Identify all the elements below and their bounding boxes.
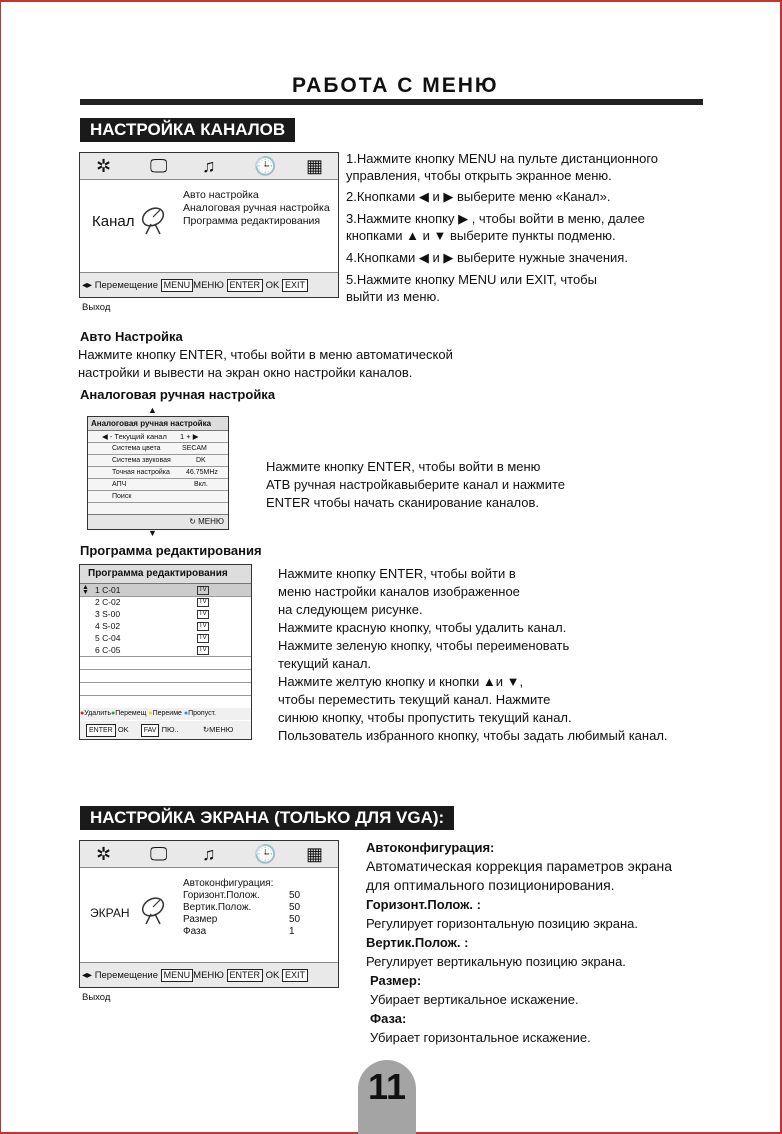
item-name: Размер [183, 914, 218, 925]
osd-menu-item[interactable]: Программа редактирования [183, 215, 321, 227]
return-icon: ↻ [189, 517, 196, 526]
screen-desc [366, 838, 672, 1047]
desc-text: Убирает горизонтальное искажение. [370, 1030, 591, 1045]
edit-desc-line: Нажмите зеленую кнопку, чтобы переименовать [278, 638, 570, 653]
music-icon: ♫ [202, 844, 216, 864]
exit-label: Выход [82, 992, 111, 1003]
program-edit-heading: Программа редактирования [80, 543, 262, 558]
up-arrow-icon: ▲ [148, 405, 157, 415]
ok-label: OK [265, 970, 280, 981]
screen-menu-item[interactable] [183, 902, 333, 914]
move-arrows-icon: ◂▸ [82, 280, 93, 291]
osd-content [80, 868, 338, 963]
page-title: РАБОТА С МЕНЮ [292, 74, 499, 97]
desc-title: Фаза: [370, 1011, 407, 1026]
row-value: 46.75MHz [186, 469, 218, 476]
row-value: 1 + ▶ [180, 432, 199, 441]
menu-label: МЕНЮ [209, 725, 234, 734]
title-rule [80, 99, 703, 105]
page-border-top [0, 0, 782, 2]
enter-key[interactable]: ENTER [86, 724, 116, 737]
item-name: Автоконфигурация: [183, 878, 274, 889]
tv-tag: TV [199, 647, 207, 653]
panel-footer [88, 514, 228, 529]
clock-icon: 🕒 [254, 844, 277, 864]
legend-move: Перемещ [115, 710, 147, 717]
osd-screen-label: ЭКРАН [90, 906, 130, 920]
down-arrow-icon: ▼ [148, 528, 157, 538]
osd-channel-label: Канал [92, 213, 135, 230]
section-header-screen: НАСТРОЙКА ЭКРАНА (ТОЛЬКО ДЛЯ VGA): [80, 806, 454, 830]
step-line: 3.Нажмите кнопку ▶ , чтобы войти в меню, далее [346, 211, 645, 226]
osd-content [80, 180, 338, 273]
item-name: Фаза [183, 926, 207, 937]
grid-icon: ▦ [306, 156, 324, 176]
step-line: 1.Нажмите кнопку MENU на пульте дистанционного [346, 151, 659, 166]
color-legend [80, 708, 251, 720]
move-label: Перемещение [94, 970, 159, 981]
edit-desc-line: на следующем рисунке. [278, 602, 423, 617]
desc-title: Размер: [370, 973, 422, 988]
menu-label: МЕНЮ [193, 970, 224, 981]
auto-tuning-text [78, 346, 453, 382]
auto-tuning-line: Нажмите кнопку ENTER, чтобы войти в меню автоматической [78, 347, 453, 362]
edit-desc-line: текущий канал. [278, 656, 372, 671]
panel-title: Аналоговая ручная настройка [88, 417, 228, 431]
screen-menu-item[interactable] [183, 914, 333, 926]
screen-menu-item[interactable] [183, 890, 333, 902]
ok-label: OK [117, 725, 129, 734]
panel-menu-label: МЕНЮ [198, 517, 224, 526]
grid-icon: ▦ [306, 844, 324, 864]
analog-tuning-heading: Аналоговая ручная настройка [80, 387, 276, 402]
osd-footer [80, 275, 338, 313]
program-row-name: 1 C-01 [95, 585, 121, 595]
gear-icon: ✲ [96, 844, 112, 864]
desc-title: Автоконфигурация: [366, 840, 495, 855]
desc-text: Регулирует горизонтальную позицию экрана. [366, 916, 638, 931]
desc-text: Регулирует вертикальную позицию экрана. [366, 954, 626, 969]
yellow-dot-icon: ● [148, 710, 153, 717]
row-value: DK [196, 457, 206, 464]
analog-row[interactable] [88, 456, 228, 467]
move-arrows-icon: ◂▸ [82, 970, 93, 981]
osd-menu-item[interactable]: Аналоговая ручная настройка [183, 202, 330, 214]
screen-menu-item[interactable] [183, 926, 333, 938]
tv-tag: TV [199, 587, 207, 593]
row-label: ◀ - Текущий канал [102, 432, 167, 441]
osd-footer [80, 965, 338, 1003]
program-row-name: 3 S-00 [95, 609, 121, 619]
program-edit-desc [278, 565, 668, 745]
analog-row[interactable] [88, 492, 228, 503]
edit-desc-line: меню настройки каналов изображенное [278, 584, 520, 599]
program-row[interactable] [80, 632, 251, 644]
analog-desc-line: Нажмите кнопку ENTER, чтобы войти в меню [266, 459, 541, 474]
channel-steps [346, 150, 658, 305]
program-row-name: 5 C-04 [95, 633, 121, 643]
desc-title: Горизонт.Полож. : [366, 897, 481, 912]
desc-text: Автоматическая коррекция параметров экрана [366, 858, 673, 874]
program-row[interactable] [80, 596, 251, 608]
row-label: Система звуковая [112, 457, 171, 464]
ok-label: OK [265, 280, 280, 291]
program-row[interactable] [80, 608, 251, 620]
row-label: Точная настройка [112, 469, 170, 476]
tv-icon: 🖵 [150, 844, 168, 864]
step-line: 2.Кнопками ◀ и ▶ выберите меню «Канал». [346, 189, 611, 204]
empty-row [80, 670, 251, 683]
move-label: Перемещение [94, 280, 159, 291]
analog-row[interactable] [88, 468, 228, 479]
analog-row[interactable] [88, 432, 228, 443]
clock-icon: 🕒 [254, 156, 277, 176]
edit-desc-line: чтобы переместить текущий канал. Нажмите [278, 692, 551, 707]
tv-tag: TV [199, 611, 207, 617]
music-icon: ♫ [202, 156, 216, 176]
osd-icon-bar [80, 153, 338, 180]
tv-tag: TV [199, 599, 207, 605]
page-border-left [0, 0, 1, 1134]
step-line: 5.Нажмите кнопку MENU или EXIT, чтобы [346, 272, 597, 287]
gear-icon: ✲ [96, 156, 112, 176]
menu-key[interactable]: MENU [161, 279, 194, 292]
row-label: Система цвета [112, 445, 161, 452]
legend-delete: Удалить [84, 710, 111, 717]
tv-tag: TV [199, 635, 207, 641]
program-row[interactable] [80, 620, 251, 632]
program-row[interactable] [80, 644, 251, 657]
empty-row [80, 683, 251, 696]
osd-icon-bar [80, 841, 338, 868]
program-edit-panel [79, 564, 252, 740]
item-value: 50 [289, 914, 301, 925]
enter-key[interactable]: ENTER [227, 969, 264, 982]
edit-desc-line: синюю кнопку, чтобы пропустить текущий канал. [278, 710, 572, 725]
enter-key[interactable]: ENTER [227, 279, 264, 292]
edit-desc-line: Нажмите красную кнопку, чтобы удалить канал. [278, 620, 567, 635]
exit-label: Выход [82, 302, 111, 313]
channel-osd [79, 152, 339, 313]
row-value: Вкл. [194, 481, 208, 488]
analog-row[interactable] [88, 444, 228, 455]
fav-key[interactable]: FAV [141, 724, 160, 737]
osd-menu-list [183, 189, 330, 228]
edit-desc-line: Пользователь избранного кнопку, чтобы задать любимый канал. [278, 728, 668, 743]
updown-icon: ▲ ▼ [82, 584, 89, 596]
row-value: SECAM [182, 445, 207, 452]
analog-desc-line: АТВ ручная настройкавыберите канал и нажмите [266, 477, 566, 492]
screen-osd [79, 840, 339, 1003]
red-dot-icon: ● [80, 710, 85, 717]
step-line: управления, чтобы открыть экранное меню. [346, 168, 612, 183]
item-name: Горизонт.Полож. [183, 890, 260, 901]
section-header-channels: НАСТРОЙКА КАНАЛОВ [80, 118, 295, 142]
program-row-name: 4 S-02 [95, 621, 121, 631]
menu-label: МЕНЮ [193, 280, 224, 291]
analog-desc [266, 458, 565, 512]
desc-title: Вертик.Полож. : [366, 935, 469, 950]
program-row-name: 6 C-05 [95, 645, 121, 655]
row-label: АПЧ [112, 481, 127, 488]
panel-title: Программа редактирования [80, 565, 251, 584]
program-row-name: 2 C-02 [95, 597, 121, 607]
step-line: кнопками ▲ и ▼ выберите пункты подменю. [346, 228, 616, 243]
osd-menu-item[interactable]: Авто настройка [183, 189, 259, 201]
legend-skip: Пропуст. [188, 710, 216, 717]
analog-row[interactable] [88, 480, 228, 491]
item-value: 50 [289, 902, 301, 913]
auto-tuning-heading: Авто Настройка [80, 329, 183, 344]
blue-dot-icon: ● [183, 710, 189, 717]
satellite-dish-icon [138, 204, 170, 236]
item-name: Вертик.Полож. [183, 902, 252, 913]
step-line: 4.Кнопками ◀ и ▶ выберите нужные значения. [346, 250, 628, 265]
screen-menu-item[interactable] [183, 878, 333, 890]
exit-key[interactable]: EXIT [282, 279, 308, 292]
program-edit-footer [80, 721, 251, 739]
edit-desc-line: Нажмите желтую кнопку и кнопки ▲и ▼, [278, 674, 524, 689]
menu-key[interactable]: MENU [161, 969, 194, 982]
analog-tuning-panel [87, 416, 229, 530]
desc-text: Убирает вертикальное искажение. [370, 992, 579, 1007]
tv-icon: 🖵 [150, 156, 168, 176]
item-value: 1 [289, 926, 295, 937]
page-number: 11 [367, 1066, 407, 1107]
desc-text: для оптимального позиционирования. [366, 877, 615, 893]
item-value: 50 [289, 890, 301, 901]
return-icon: ↻ [202, 725, 210, 734]
auto-tuning-line: настройки и вывести на экран окно настройки каналов. [78, 365, 413, 380]
exit-key[interactable]: EXIT [282, 969, 308, 982]
satellite-dish-icon [138, 894, 170, 926]
edit-desc-line: Нажмите кнопку ENTER, чтобы войти в [278, 566, 516, 581]
legend-rename: Переиме [152, 710, 182, 717]
screen-menu-list [183, 878, 333, 938]
analog-desc-line: ENTER чтобы начать сканирование каналов. [266, 495, 540, 510]
fav-label: ПЮ.. [161, 725, 179, 734]
step-line: выйти из меню. [346, 289, 440, 304]
tv-tag: TV [199, 623, 207, 629]
row-label: Поиск [112, 493, 132, 500]
empty-row [80, 657, 251, 670]
green-dot-icon: ● [110, 710, 116, 717]
